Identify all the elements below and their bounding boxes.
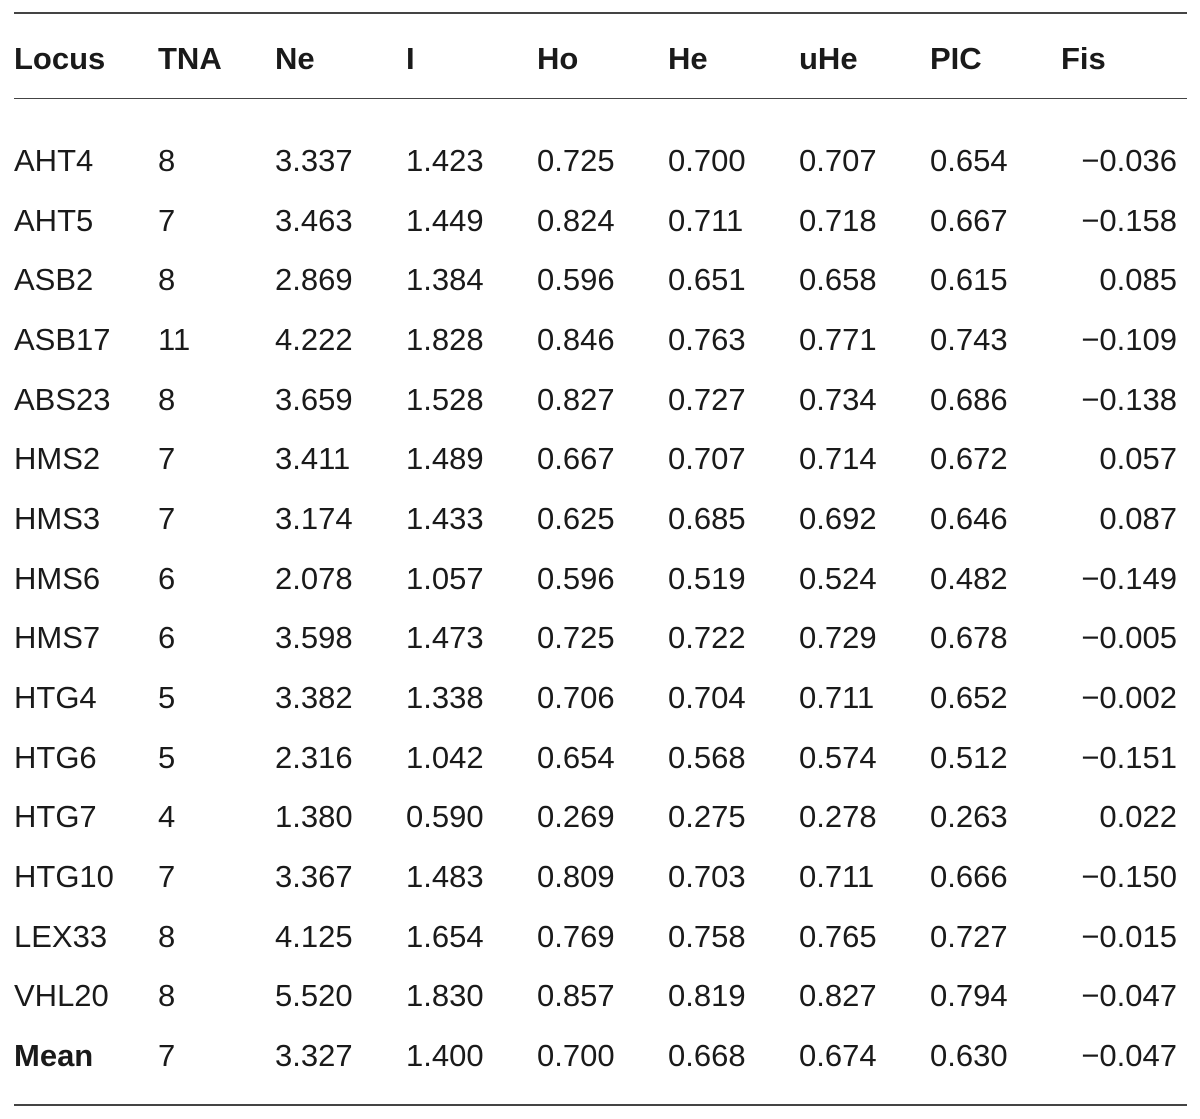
cell-uhe: 0.729 — [799, 620, 877, 656]
table-row — [14, 967, 1187, 1027]
cell-he: 0.651 — [668, 262, 746, 298]
cell-tna: 5 — [158, 680, 176, 716]
cell-ho: 0.846 — [537, 321, 615, 357]
cell-ho: 0.667 — [537, 441, 615, 477]
cell-i: 1.433 — [406, 500, 484, 536]
cell-pic: 0.678 — [930, 620, 1008, 656]
cell-ne: 3.337 — [275, 142, 353, 178]
cell-tna: 7 — [158, 500, 176, 536]
cell-locus: HTG6 — [14, 739, 97, 775]
cell-fis: −0.150 — [1081, 859, 1177, 895]
cell-he: 0.568 — [668, 739, 746, 775]
cell-he: 0.722 — [668, 620, 746, 656]
cell-tna: 7 — [158, 441, 176, 477]
cell-pic: 0.666 — [930, 859, 1008, 895]
cell-ne: 4.125 — [275, 918, 353, 954]
cell-uhe: 0.714 — [799, 441, 877, 477]
cell-tna: 8 — [158, 142, 176, 178]
cell-pic: 0.667 — [930, 202, 1008, 238]
cell-fis: −0.109 — [1081, 321, 1177, 357]
cell-uhe: 0.827 — [799, 978, 877, 1014]
cell-i: 1.828 — [406, 321, 484, 357]
cell-uhe: 0.711 — [799, 859, 875, 895]
table-bottom-rule — [14, 1104, 1187, 1106]
cell-i: 1.042 — [406, 739, 484, 775]
cell-locus: Mean — [14, 1038, 94, 1074]
cell-ne: 1.380 — [275, 799, 353, 835]
cell-uhe: 0.718 — [799, 202, 877, 238]
cell-pic: 0.686 — [930, 381, 1008, 417]
cell-he: 0.707 — [668, 441, 746, 477]
table-row — [14, 549, 1187, 609]
cell-locus: ABS23 — [14, 381, 111, 417]
cell-fis: 0.087 — [1099, 500, 1177, 536]
table-row — [14, 489, 1187, 549]
cell-uhe: 0.674 — [799, 1038, 877, 1074]
cell-he: 0.763 — [668, 321, 746, 357]
table-row — [14, 609, 1187, 669]
table-row — [14, 847, 1187, 907]
cell-fis: −0.002 — [1081, 680, 1177, 716]
cell-ne: 2.078 — [275, 560, 353, 596]
cell-ho: 0.769 — [537, 918, 615, 954]
cell-uhe: 0.524 — [799, 560, 877, 596]
cell-tna: 7 — [158, 202, 176, 238]
cell-uhe: 0.734 — [799, 381, 877, 417]
cell-i: 1.489 — [406, 441, 484, 477]
cell-fis: −0.047 — [1081, 1038, 1177, 1074]
cell-fis: 0.022 — [1099, 799, 1177, 835]
header-ho: Ho — [537, 40, 579, 76]
table-row — [14, 191, 1187, 251]
cell-fis: −0.149 — [1081, 560, 1177, 596]
table-row-mean — [14, 1026, 1187, 1086]
cell-he: 0.700 — [668, 142, 746, 178]
cell-ne: 3.411 — [275, 441, 351, 477]
header-tna: TNA — [158, 40, 222, 76]
cell-ne: 3.463 — [275, 202, 353, 238]
table-row — [14, 310, 1187, 370]
cell-he: 0.819 — [668, 978, 746, 1014]
cell-tna: 11 — [158, 321, 191, 357]
cell-locus: ASB2 — [14, 262, 94, 298]
cell-locus: HMS6 — [14, 560, 101, 596]
header-i: I — [406, 40, 415, 76]
cell-fis: −0.036 — [1081, 142, 1177, 178]
cell-ne: 3.382 — [275, 680, 353, 716]
table-row — [14, 250, 1187, 310]
cell-locus: AHT4 — [14, 142, 94, 178]
table-header-row — [14, 0, 1187, 117]
cell-ho: 0.269 — [537, 799, 615, 835]
cell-fis: 0.085 — [1099, 262, 1177, 298]
cell-he: 0.704 — [668, 680, 746, 716]
cell-ho: 0.706 — [537, 680, 615, 716]
cell-i: 1.338 — [406, 680, 484, 716]
cell-ne: 5.520 — [275, 978, 353, 1014]
cell-ne: 2.316 — [275, 739, 353, 775]
header-pic: PIC — [930, 40, 982, 76]
cell-uhe: 0.278 — [799, 799, 877, 835]
cell-i: 1.528 — [406, 381, 484, 417]
cell-i: 1.473 — [406, 620, 484, 656]
cell-locus: HTG7 — [14, 799, 97, 835]
cell-fis: −0.138 — [1081, 381, 1177, 417]
cell-i: 1.057 — [406, 560, 484, 596]
cell-fis: 0.057 — [1099, 441, 1177, 477]
cell-i: 1.384 — [406, 262, 484, 298]
cell-i: 1.400 — [406, 1038, 484, 1074]
header-ne: Ne — [275, 40, 315, 76]
cell-pic: 0.512 — [930, 739, 1008, 775]
cell-i: 1.654 — [406, 918, 484, 954]
cell-he: 0.758 — [668, 918, 746, 954]
header-fis: Fis — [1061, 40, 1106, 76]
cell-pic: 0.743 — [930, 321, 1008, 357]
cell-he: 0.727 — [668, 381, 746, 417]
cell-uhe: 0.574 — [799, 739, 877, 775]
cell-ho: 0.824 — [537, 202, 615, 238]
cell-tna: 8 — [158, 978, 176, 1014]
cell-i: 1.449 — [406, 202, 484, 238]
cell-pic: 0.630 — [930, 1038, 1008, 1074]
cell-pic: 0.672 — [930, 441, 1008, 477]
cell-uhe: 0.658 — [799, 262, 877, 298]
cell-i: 0.590 — [406, 799, 484, 835]
cell-ne: 3.367 — [275, 859, 353, 895]
cell-tna: 4 — [158, 799, 176, 835]
cell-ne: 3.174 — [275, 500, 353, 536]
cell-tna: 8 — [158, 381, 176, 417]
cell-ho: 0.625 — [537, 500, 615, 536]
cell-locus: LEX33 — [14, 918, 108, 954]
cell-locus: HTG4 — [14, 680, 97, 716]
cell-tna: 6 — [158, 560, 176, 596]
cell-ho: 0.809 — [537, 859, 615, 895]
cell-ne: 3.327 — [275, 1038, 353, 1074]
cell-pic: 0.646 — [930, 500, 1008, 536]
cell-ne: 3.598 — [275, 620, 353, 656]
table-body — [14, 117, 1187, 1086]
cell-ho: 0.725 — [537, 620, 615, 656]
cell-uhe: 0.692 — [799, 500, 877, 536]
table-row — [14, 788, 1187, 848]
cell-i: 1.423 — [406, 142, 484, 178]
cell-pic: 0.263 — [930, 799, 1008, 835]
cell-uhe: 0.707 — [799, 142, 877, 178]
cell-locus: AHT5 — [14, 202, 94, 238]
cell-ho: 0.725 — [537, 142, 615, 178]
table-row — [14, 117, 1187, 191]
cell-fis: −0.005 — [1081, 620, 1177, 656]
cell-ne: 4.222 — [275, 321, 353, 357]
cell-he: 0.668 — [668, 1038, 746, 1074]
cell-tna: 6 — [158, 620, 176, 656]
cell-locus: HMS3 — [14, 500, 101, 536]
locus-statistics-table — [14, 0, 1187, 1086]
cell-ne: 2.869 — [275, 262, 353, 298]
cell-he: 0.711 — [668, 202, 744, 238]
cell-ho: 0.596 — [537, 560, 615, 596]
header-he: He — [668, 40, 708, 76]
cell-uhe: 0.771 — [799, 321, 877, 357]
table-row — [14, 429, 1187, 489]
cell-pic: 0.615 — [930, 262, 1008, 298]
cell-i: 1.830 — [406, 978, 484, 1014]
cell-he: 0.275 — [668, 799, 746, 835]
cell-pic: 0.482 — [930, 560, 1008, 596]
cell-pic: 0.654 — [930, 142, 1008, 178]
cell-locus: HMS2 — [14, 441, 101, 477]
cell-ho: 0.857 — [537, 978, 615, 1014]
cell-he: 0.703 — [668, 859, 746, 895]
table-row — [14, 668, 1187, 728]
cell-i: 1.483 — [406, 859, 484, 895]
table-row — [14, 728, 1187, 788]
cell-ho: 0.654 — [537, 739, 615, 775]
header-locus: Locus — [14, 40, 106, 76]
cell-tna: 7 — [158, 859, 176, 895]
header-uhe: uHe — [799, 40, 858, 76]
cell-fis: −0.151 — [1081, 739, 1177, 775]
cell-tna: 8 — [158, 262, 176, 298]
cell-locus: HMS7 — [14, 620, 101, 656]
cell-uhe: 0.711 — [799, 680, 875, 716]
cell-ho: 0.596 — [537, 262, 615, 298]
table-row — [14, 370, 1187, 430]
cell-he: 0.685 — [668, 500, 746, 536]
cell-locus: ASB17 — [14, 321, 111, 357]
cell-locus: VHL20 — [14, 978, 109, 1014]
cell-fis: −0.015 — [1081, 918, 1177, 954]
cell-fis: −0.047 — [1081, 978, 1177, 1014]
cell-ho: 0.827 — [537, 381, 615, 417]
cell-ho: 0.700 — [537, 1038, 615, 1074]
cell-fis: −0.158 — [1081, 202, 1177, 238]
cell-pic: 0.652 — [930, 680, 1008, 716]
cell-tna: 8 — [158, 918, 176, 954]
cell-uhe: 0.765 — [799, 918, 877, 954]
cell-he: 0.519 — [668, 560, 746, 596]
cell-pic: 0.727 — [930, 918, 1008, 954]
cell-ne: 3.659 — [275, 381, 353, 417]
cell-tna: 7 — [158, 1038, 176, 1074]
table-row — [14, 907, 1187, 967]
cell-pic: 0.794 — [930, 978, 1008, 1014]
cell-tna: 5 — [158, 739, 176, 775]
cell-locus: HTG10 — [14, 859, 114, 895]
